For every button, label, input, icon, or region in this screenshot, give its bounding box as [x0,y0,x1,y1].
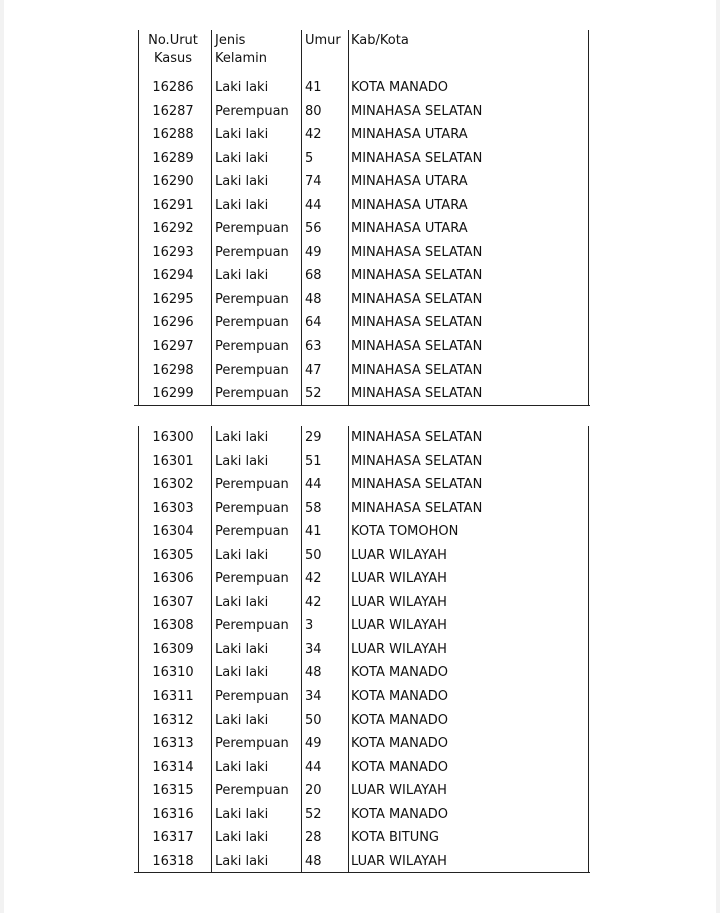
age-cell: 48 [305,853,322,869]
sex-cell: Laki laki [215,453,269,469]
age-cell: 5 [305,150,314,166]
table-row [134,450,590,474]
age-cell: 42 [305,127,322,143]
case-number-cell: 16303 [152,500,194,516]
table-row [134,803,590,827]
age-cell: 41 [305,524,322,540]
city-cell: LUAR WILAYAH [351,618,447,634]
table-row [134,335,590,359]
sex-cell: Perempuan [215,291,289,307]
table-row [134,311,590,335]
age-cell: 3 [305,618,314,634]
case-number-cell: 16286 [152,80,194,95]
table-body-2 [134,426,590,873]
city-cell: LUAR WILAYAH [351,547,447,563]
city-cell: KOTA MANADO [351,806,448,822]
age-cell: 29 [305,430,322,445]
city-cell: MINAHASA SELATAN [351,500,483,516]
age-cell: 41 [305,80,322,95]
case-number-cell: 16295 [152,291,194,307]
sex-cell: Perempuan [215,689,289,705]
city-cell: KOTA MANADO [351,665,448,681]
table-row [134,147,590,171]
age-cell: 68 [305,268,322,284]
sex-cell: Laki laki [215,80,269,95]
table-row [134,709,590,733]
case-number-cell: 16294 [152,268,194,284]
age-cell: 47 [305,362,322,378]
city-cell: MINAHASA SELATAN [351,453,483,469]
sex-cell: Perempuan [215,362,289,378]
header-sex-line1: Jenis [215,33,246,48]
city-cell: LUAR WILAYAH [351,853,447,869]
sex-cell: Perempuan [215,783,289,799]
table-row [134,756,590,780]
case-number-cell: 16299 [152,386,194,402]
city-cell: MINAHASA SELATAN [351,430,483,445]
table-row [134,473,590,497]
age-cell: 56 [305,221,322,237]
sex-cell: Laki laki [215,150,269,166]
table-row [134,826,590,850]
age-cell: 74 [305,174,322,190]
age-cell: 44 [305,759,322,775]
case-number-cell: 16312 [152,712,194,728]
city-cell: MINAHASA UTARA [351,197,468,213]
sex-cell: Laki laki [215,712,269,728]
city-cell: MINAHASA UTARA [351,127,468,143]
table-row [134,567,590,591]
case-number-cell: 16310 [152,665,194,681]
age-cell: 28 [305,830,322,846]
case-number-cell: 16309 [152,641,194,657]
header-case-number [134,32,212,68]
sex-cell: Perempuan [215,315,289,331]
case-number-cell: 16308 [152,618,194,634]
table-row [134,241,590,265]
case-number-cell: 16298 [152,362,194,378]
table-row [134,382,590,406]
city-cell: MINAHASA SELATAN [351,339,483,355]
age-cell: 44 [305,197,322,213]
age-cell: 20 [305,783,322,799]
city-cell: KOTA MANADO [351,712,448,728]
sex-cell: Laki laki [215,547,269,563]
case-number-cell: 16313 [152,736,194,752]
sex-cell: Perempuan [215,244,289,260]
case-number-cell: 16293 [152,244,194,260]
sex-cell: Perempuan [215,618,289,634]
table-row [134,288,590,312]
age-cell: 52 [305,806,322,822]
table-row [134,661,590,685]
sex-cell: Perempuan [215,477,289,493]
city-cell: KOTA BITUNG [351,830,440,846]
table-row [134,217,590,241]
case-table-2 [134,426,590,873]
city-cell: MINAHASA UTARA [351,221,468,237]
header-age: Umur [305,33,341,48]
city-cell: KOTA TOMOHON [351,524,459,540]
table-row [134,638,590,662]
age-cell: 42 [305,594,322,610]
sex-cell: Laki laki [215,268,269,284]
age-cell: 49 [305,736,322,752]
table-row [134,194,590,218]
table-row [134,123,590,147]
table-row [134,359,590,383]
city-cell: LUAR WILAYAH [351,594,447,610]
city-cell: KOTA MANADO [351,759,448,775]
case-number-cell: 16290 [152,174,194,190]
table-row [134,850,590,874]
table-row [134,614,590,638]
table-row [134,170,590,194]
table-row [134,264,590,288]
table-row [134,732,590,756]
case-number-cell: 16291 [152,197,194,213]
city-cell: KOTA MANADO [351,736,448,752]
sex-cell: Laki laki [215,853,269,869]
case-number-cell: 16315 [152,783,194,799]
sex-cell: Laki laki [215,197,269,213]
sex-cell: Perempuan [215,571,289,587]
age-cell: 50 [305,712,322,728]
age-cell: 64 [305,315,322,331]
age-cell: 63 [305,339,322,355]
table-row [134,426,590,450]
sex-cell: Laki laki [215,806,269,822]
sex-cell: Perempuan [215,524,289,540]
case-number-cell: 16288 [152,127,194,143]
city-cell: KOTA MANADO [351,80,448,95]
document-page [4,0,716,913]
sex-cell: Laki laki [215,665,269,681]
age-cell: 80 [305,103,322,119]
case-number-cell: 16306 [152,571,194,587]
city-cell: MINAHASA SELATAN [351,362,483,378]
sex-cell: Perempuan [215,736,289,752]
city-cell: MINAHASA SELATAN [351,103,483,119]
age-cell: 51 [305,453,322,469]
city-cell: LUAR WILAYAH [351,783,447,799]
city-cell: MINAHASA SELATAN [351,315,483,331]
table-row [134,100,590,124]
table-row [134,520,590,544]
case-number-cell: 16305 [152,547,194,563]
table-row [134,779,590,803]
sex-cell: Perempuan [215,339,289,355]
city-cell: MINAHASA SELATAN [351,244,483,260]
case-number-cell: 16287 [152,103,194,119]
case-number-cell: 16302 [152,477,194,493]
case-number-cell: 16297 [152,339,194,355]
city-cell: MINAHASA SELATAN [351,268,483,284]
table-row [134,591,590,615]
age-cell: 34 [305,689,322,705]
case-number-cell: 16314 [152,759,194,775]
city-cell: MINAHASA SELATAN [351,386,483,402]
age-cell: 58 [305,500,322,516]
sex-cell: Perempuan [215,386,289,402]
header-city: Kab/Kota [351,33,409,48]
table-row [134,497,590,521]
city-cell: KOTA MANADO [351,689,448,705]
sex-cell: Laki laki [215,594,269,610]
age-cell: 52 [305,386,322,402]
case-number-cell: 16292 [152,221,194,237]
city-cell: MINAHASA SELATAN [351,477,483,493]
table-header-row [134,30,590,76]
city-cell: LUAR WILAYAH [351,571,447,587]
age-cell: 49 [305,244,322,260]
age-cell: 50 [305,547,322,563]
case-number-cell: 16300 [152,430,194,445]
city-cell: MINAHASA SELATAN [351,291,483,307]
header-case-number-line1: No.Urut [148,33,198,48]
case-number-cell: 16301 [152,453,194,469]
header-case-number-line2: Kasus [153,51,193,66]
case-number-cell: 16289 [152,150,194,166]
sex-cell: Laki laki [215,127,269,143]
sex-cell: Laki laki [215,174,269,190]
sex-cell: Laki laki [215,430,269,445]
case-number-cell: 16304 [152,524,194,540]
sex-cell: Perempuan [215,221,289,237]
age-cell: 48 [305,291,322,307]
case-number-cell: 16307 [152,594,194,610]
sex-cell: Laki laki [215,641,269,657]
case-table-1 [134,30,590,406]
sex-cell: Perempuan [215,103,289,119]
sex-cell: Laki laki [215,759,269,775]
city-cell: MINAHASA UTARA [351,174,468,190]
case-number-cell: 16318 [152,853,194,869]
table-row [134,544,590,568]
table-body-1 [134,76,590,406]
age-cell: 42 [305,571,322,587]
sex-cell: Laki laki [215,830,269,846]
age-cell: 48 [305,665,322,681]
header-sex [215,32,267,68]
age-cell: 44 [305,477,322,493]
table-row [134,76,590,100]
sex-cell: Perempuan [215,500,289,516]
table-row [134,685,590,709]
city-cell: MINAHASA SELATAN [351,150,483,166]
city-cell: LUAR WILAYAH [351,641,447,657]
case-number-cell: 16316 [152,806,194,822]
case-number-cell: 16296 [152,315,194,331]
header-sex-line2: Kelamin [215,51,267,66]
case-number-cell: 16317 [152,830,194,846]
case-number-cell: 16311 [152,689,194,705]
age-cell: 34 [305,641,322,657]
